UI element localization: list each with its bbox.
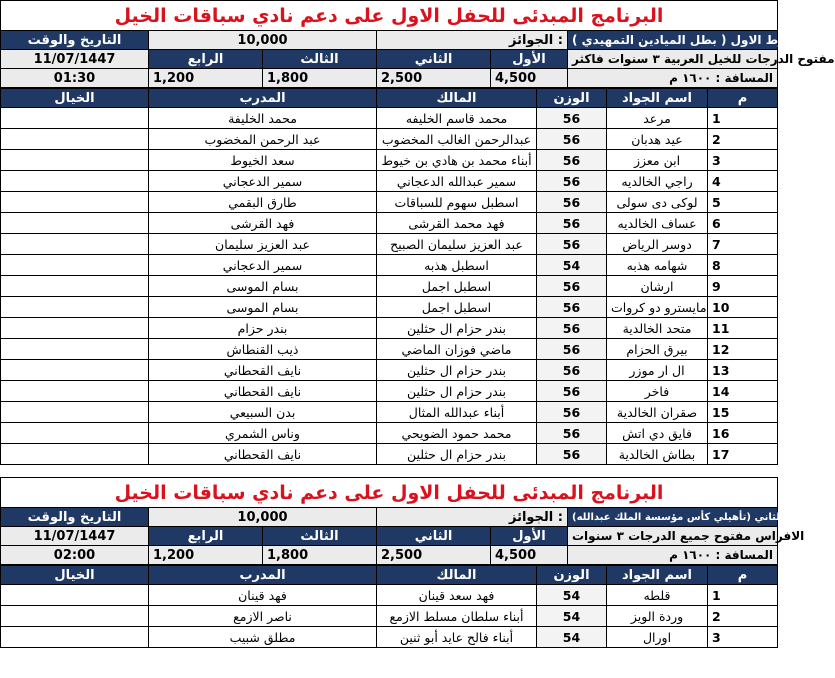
owner-cell: أبناء فالح عايد أبو ثنين bbox=[377, 627, 537, 648]
number-cell: 3 bbox=[708, 627, 778, 648]
trainer-cell: فهد القرشى bbox=[149, 213, 377, 234]
race-1-datetime-label: التاريخ والوقت bbox=[1, 31, 149, 50]
jockey-cell bbox=[1, 213, 149, 234]
race-1-value-first: 4,500 bbox=[491, 69, 568, 88]
owner-cell: بندر حزام ال حثلين bbox=[377, 318, 537, 339]
jockey-cell bbox=[1, 585, 149, 606]
trainer-cell: سمير الدعجاني bbox=[149, 171, 377, 192]
table-row bbox=[1, 171, 778, 192]
race-2-round-name: الشوط الثاني (تأهيلي كأس مؤسسة الملك عبدالله) bbox=[568, 508, 778, 527]
trainer-cell: طارق البقمي bbox=[149, 192, 377, 213]
horse-cell: ابن معزز bbox=[607, 150, 708, 171]
weight-cell: 54 bbox=[537, 255, 607, 276]
horse-cell: ال ار موزر bbox=[607, 360, 708, 381]
race-1-eligibility: مفتوح الدرجات للخيل العربية ٣ سنوات فاكثر bbox=[568, 50, 778, 69]
race-1-col-trainer: المدرب bbox=[149, 89, 377, 108]
table-row bbox=[1, 585, 778, 606]
table-row bbox=[1, 339, 778, 360]
owner-cell: بندر حزام ال حثلين bbox=[377, 444, 537, 465]
race-2-label-first: الأول bbox=[491, 527, 568, 546]
weight-cell: 56 bbox=[537, 171, 607, 192]
owner-cell: اسطبل اجمل bbox=[377, 297, 537, 318]
jockey-cell bbox=[1, 255, 149, 276]
owner-cell: فهد سعد قينان bbox=[377, 585, 537, 606]
weight-cell: 56 bbox=[537, 213, 607, 234]
race-1-header-table bbox=[0, 0, 835, 88]
trainer-cell: نايف القحطاني bbox=[149, 444, 377, 465]
weight-cell: 54 bbox=[537, 585, 607, 606]
race-2-col-owner: المالك bbox=[377, 566, 537, 585]
horse-cell: بيرق الحزام bbox=[607, 339, 708, 360]
horse-cell: راجي الخالديه bbox=[607, 171, 708, 192]
race-1-rows bbox=[1, 108, 778, 465]
weight-cell: 56 bbox=[537, 423, 607, 444]
race-2-col-no: م bbox=[708, 566, 778, 585]
weight-cell: 56 bbox=[537, 192, 607, 213]
race-1-value-third: 1,800 bbox=[263, 69, 377, 88]
number-cell: 16 bbox=[708, 423, 778, 444]
race-1-label-first: الأول bbox=[491, 50, 568, 69]
number-cell: 10 bbox=[708, 297, 778, 318]
race-2-entries-table bbox=[0, 565, 778, 648]
number-cell: 1 bbox=[708, 585, 778, 606]
race-1-value-second: 2,500 bbox=[377, 69, 491, 88]
owner-cell: أبناء سلطان مسلط الازمع bbox=[377, 606, 537, 627]
table-row bbox=[1, 192, 778, 213]
trainer-cell: ناصر الازمع bbox=[149, 606, 377, 627]
trainer-cell: بندر حزام bbox=[149, 318, 377, 339]
race-2-date: 11/07/1447 bbox=[1, 527, 149, 546]
jockey-cell bbox=[1, 192, 149, 213]
race-1-label-third: الثالث bbox=[263, 50, 377, 69]
number-cell: 17 bbox=[708, 444, 778, 465]
weight-cell: 56 bbox=[537, 276, 607, 297]
race-2-value-fourth: 1,200 bbox=[149, 546, 263, 565]
trainer-cell: بدن السبيعي bbox=[149, 402, 377, 423]
race-1-date: 11/07/1447 bbox=[1, 50, 149, 69]
weight-cell: 56 bbox=[537, 339, 607, 360]
jockey-cell bbox=[1, 276, 149, 297]
weight-cell: 56 bbox=[537, 381, 607, 402]
table-row bbox=[1, 150, 778, 171]
race-2-time: 02:00 bbox=[1, 546, 149, 565]
race-2-value-second: 2,500 bbox=[377, 546, 491, 565]
weight-cell: 56 bbox=[537, 108, 607, 129]
jockey-cell bbox=[1, 339, 149, 360]
horse-cell: لوكى دى سولى bbox=[607, 192, 708, 213]
race-2-col-horse: اسم الجواد bbox=[607, 566, 708, 585]
weight-cell: 56 bbox=[537, 150, 607, 171]
horse-cell: مايسترو دو كروات bbox=[607, 297, 708, 318]
race-1-entries-table bbox=[0, 88, 778, 465]
table-row bbox=[1, 360, 778, 381]
table-row bbox=[1, 255, 778, 276]
number-cell: 7 bbox=[708, 234, 778, 255]
trainer-cell: بسام الموسى bbox=[149, 276, 377, 297]
number-cell: 13 bbox=[708, 360, 778, 381]
table-row bbox=[1, 444, 778, 465]
number-cell: 9 bbox=[708, 276, 778, 297]
owner-cell: بندر حزام ال حثلين bbox=[377, 381, 537, 402]
race-2-value-third: 1,800 bbox=[263, 546, 377, 565]
jockey-cell bbox=[1, 318, 149, 339]
horse-cell: مرعد bbox=[607, 108, 708, 129]
table-row bbox=[1, 108, 778, 129]
horse-cell: صقران الخالدية bbox=[607, 402, 708, 423]
race-2-label-second: الثاني bbox=[377, 527, 491, 546]
race-2-col-jockey: الخيال bbox=[1, 566, 149, 585]
weight-cell: 56 bbox=[537, 402, 607, 423]
table-row bbox=[1, 318, 778, 339]
race-2-datetime-label: التاريخ والوقت bbox=[1, 508, 149, 527]
horse-cell: اورال bbox=[607, 627, 708, 648]
weight-cell: 54 bbox=[537, 606, 607, 627]
trainer-cell: محمد الخليفة bbox=[149, 108, 377, 129]
horse-cell: فايق دي اتش bbox=[607, 423, 708, 444]
horse-cell: ارشان bbox=[607, 276, 708, 297]
horse-cell: عساف الخالديه bbox=[607, 213, 708, 234]
table-row bbox=[1, 213, 778, 234]
owner-cell: اسطبل هذبه bbox=[377, 255, 537, 276]
weight-cell: 56 bbox=[537, 318, 607, 339]
jockey-cell bbox=[1, 360, 149, 381]
horse-cell: بطاش الخالدية bbox=[607, 444, 708, 465]
owner-cell: محمد قاسم الخليفه bbox=[377, 108, 537, 129]
race-2-value-first: 4,500 bbox=[491, 546, 568, 565]
race-1-time: 01:30 bbox=[1, 69, 149, 88]
owner-cell: بندر حزام ال حثلين bbox=[377, 360, 537, 381]
jockey-cell bbox=[1, 129, 149, 150]
owner-cell: أبناء محمد بن هادي بن خيوط bbox=[377, 150, 537, 171]
table-row bbox=[1, 627, 778, 648]
race-2-label-third: الثالث bbox=[263, 527, 377, 546]
number-cell: 12 bbox=[708, 339, 778, 360]
owner-cell: محمد حمود الضويحي bbox=[377, 423, 537, 444]
horse-cell: قلطه bbox=[607, 585, 708, 606]
jockey-cell bbox=[1, 171, 149, 192]
owner-cell: أبناء عبدالله المثال bbox=[377, 402, 537, 423]
jockey-cell bbox=[1, 606, 149, 627]
trainer-cell: فهد قينان bbox=[149, 585, 377, 606]
number-cell: 6 bbox=[708, 213, 778, 234]
race-1-col-jockey: الخيال bbox=[1, 89, 149, 108]
race-1-label-second: الثاني bbox=[377, 50, 491, 69]
horse-cell: فاخر bbox=[607, 381, 708, 402]
number-cell: 15 bbox=[708, 402, 778, 423]
jockey-cell bbox=[1, 627, 149, 648]
number-cell: 11 bbox=[708, 318, 778, 339]
horse-cell: وردة الويز bbox=[607, 606, 708, 627]
table-row bbox=[1, 423, 778, 444]
weight-cell: 56 bbox=[537, 444, 607, 465]
trainer-cell: عبد الرحمن المخضوب bbox=[149, 129, 377, 150]
trainer-cell: بسام الموسى bbox=[149, 297, 377, 318]
owner-cell: فهد محمد القرشى bbox=[377, 213, 537, 234]
horse-cell: شهامه هذبه bbox=[607, 255, 708, 276]
horse-cell: دوسر الرياض bbox=[607, 234, 708, 255]
race-1-label-fourth: الرابع bbox=[149, 50, 263, 69]
number-cell: 1 bbox=[708, 108, 778, 129]
jockey-cell bbox=[1, 150, 149, 171]
race-2-distance: المسافة : ١٦٠٠ م bbox=[568, 546, 778, 565]
race-2-col-weight: الوزن bbox=[537, 566, 607, 585]
owner-cell: اسطبل اجمل bbox=[377, 276, 537, 297]
table-row bbox=[1, 276, 778, 297]
race-2-eligibility: الافراس مفتوح جميع الدرجات ٣ سنوات bbox=[568, 527, 778, 546]
owner-cell: سمير عبدالله الدعجاني bbox=[377, 171, 537, 192]
table-row bbox=[1, 381, 778, 402]
race-1-col-owner: المالك bbox=[377, 89, 537, 108]
jockey-cell bbox=[1, 423, 149, 444]
number-cell: 8 bbox=[708, 255, 778, 276]
jockey-cell bbox=[1, 381, 149, 402]
trainer-cell: ذيب القنطاش bbox=[149, 339, 377, 360]
race-1-banner: البرنامج المبدئى للحفل الاول على دعم نادي سباقات الخيل bbox=[1, 1, 778, 31]
race-2-prizes-label: الجوائز : bbox=[377, 508, 568, 527]
owner-cell: اسطبل سهوم للسباقات bbox=[377, 192, 537, 213]
weight-cell: 54 bbox=[537, 627, 607, 648]
table-row bbox=[1, 297, 778, 318]
table-row bbox=[1, 234, 778, 255]
race-2-total-prize: 10,000 bbox=[149, 508, 377, 527]
race-2-section bbox=[0, 477, 821, 648]
weight-cell: 56 bbox=[537, 360, 607, 381]
jockey-cell bbox=[1, 444, 149, 465]
trainer-cell: سعد الخيوط bbox=[149, 150, 377, 171]
owner-cell: عبد العزيز سليمان الصبيح bbox=[377, 234, 537, 255]
trainer-cell: مطلق شبيب bbox=[149, 627, 377, 648]
race-1-prizes-label: الجوائز : bbox=[377, 31, 568, 50]
trainer-cell: عبد العزيز سليمان bbox=[149, 234, 377, 255]
number-cell: 2 bbox=[708, 606, 778, 627]
jockey-cell bbox=[1, 402, 149, 423]
weight-cell: 56 bbox=[537, 234, 607, 255]
jockey-cell bbox=[1, 108, 149, 129]
race-1-col-horse: اسم الجواد bbox=[607, 89, 708, 108]
table-row bbox=[1, 606, 778, 627]
owner-cell: ماضي فوزان الماضي bbox=[377, 339, 537, 360]
race-1-total-prize: 10,000 bbox=[149, 31, 377, 50]
race-2-col-trainer: المدرب bbox=[149, 566, 377, 585]
trainer-cell: وناس الشمري bbox=[149, 423, 377, 444]
jockey-cell bbox=[1, 297, 149, 318]
trainer-cell: نايف القحطاني bbox=[149, 381, 377, 402]
jockey-cell bbox=[1, 234, 149, 255]
race-1-col-weight: الوزن bbox=[537, 89, 607, 108]
race-1-col-no: م bbox=[708, 89, 778, 108]
number-cell: 5 bbox=[708, 192, 778, 213]
trainer-cell: نايف القحطاني bbox=[149, 360, 377, 381]
race-2-label-fourth: الرابع bbox=[149, 527, 263, 546]
trainer-cell: سمير الدعجاني bbox=[149, 255, 377, 276]
table-row bbox=[1, 402, 778, 423]
number-cell: 2 bbox=[708, 129, 778, 150]
number-cell: 3 bbox=[708, 150, 778, 171]
owner-cell: عبدالرحمن الغالب المخضوب bbox=[377, 129, 537, 150]
horse-cell: عيد هدبان bbox=[607, 129, 708, 150]
table-row bbox=[1, 129, 778, 150]
race-2-rows bbox=[1, 585, 778, 648]
weight-cell: 56 bbox=[537, 129, 607, 150]
horse-cell: متحد الخالدية bbox=[607, 318, 708, 339]
weight-cell: 56 bbox=[537, 297, 607, 318]
race-1-round-name: الشوط الاول ( بطل الميادين التمهيدي ) bbox=[568, 31, 778, 50]
race-2-header-table bbox=[0, 477, 821, 565]
number-cell: 4 bbox=[708, 171, 778, 192]
race-1-value-fourth: 1,200 bbox=[149, 69, 263, 88]
number-cell: 14 bbox=[708, 381, 778, 402]
race-2-banner: البرنامج المبدئى للحفل الاول على دعم نادي سباقات الخيل bbox=[1, 478, 778, 508]
race-1-distance: المسافة : ١٦٠٠ م bbox=[568, 69, 778, 88]
